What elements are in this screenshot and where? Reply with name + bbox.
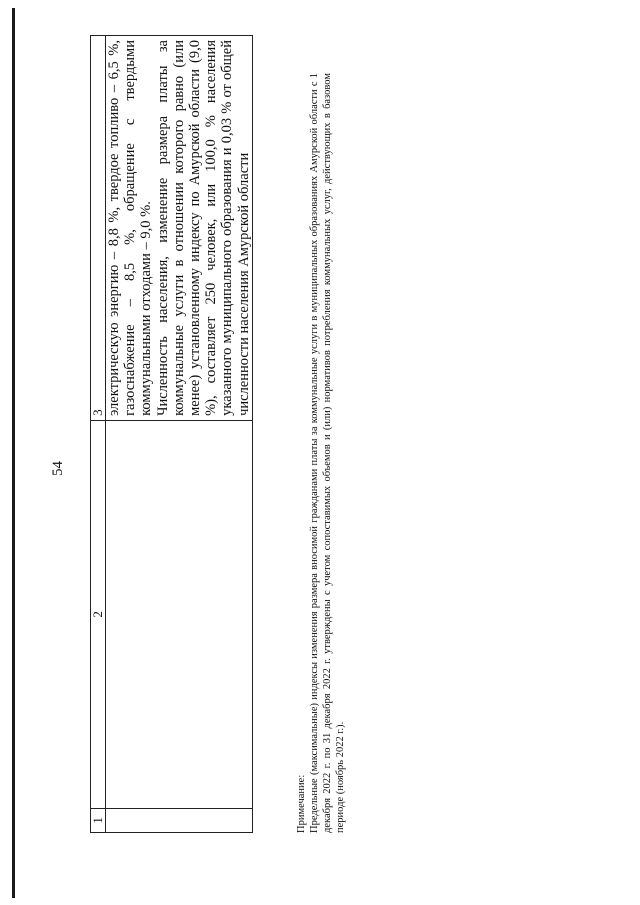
page-number: 54 [50, 461, 66, 476]
cell-paragraph-2: Численность населения, изменение размера платы за коммунальные услуги в отношении которого равно (или менее) установленному индексу по Амурской области (9,0 %), составляет 250 человек, или 100,0 % населения указанного муниципального образования и 0,03 % от общей численности населения Амурской области [154, 40, 252, 416]
header-col-1: 1 [91, 808, 106, 832]
table-header-row [91, 36, 106, 833]
footnote-text: Предельные (максимальные) индексы изменения размера вносимой гражданами платы за коммунальные услуги в муниципальных образованиях Амурской области с 1 декабря 2022 г. по 31 декабря 2022 г. утверждены с учетом сопоставимых объемов и (или) нормативов потребления коммунальных услуг, действующих в базовом периоде (ноябрь 2022 г.). [309, 73, 346, 833]
header-col-3: 3 [91, 36, 106, 421]
header-col-2: 2 [91, 420, 106, 808]
cell-paragraph-1: электрическую энергию – 8,8 %, твердое топливо – 6,5 %, газоснабжение – 8,5 %, обращение с твердыми коммунальными отходами – 9,0 %. [106, 40, 155, 416]
footnote-title: Примечание: [296, 774, 307, 833]
table-row [106, 36, 253, 833]
cell-col-2 [106, 420, 253, 808]
cell-col-3 [106, 36, 253, 421]
footnote [295, 73, 347, 833]
data-table [90, 35, 253, 833]
cell-col-1 [106, 808, 253, 832]
